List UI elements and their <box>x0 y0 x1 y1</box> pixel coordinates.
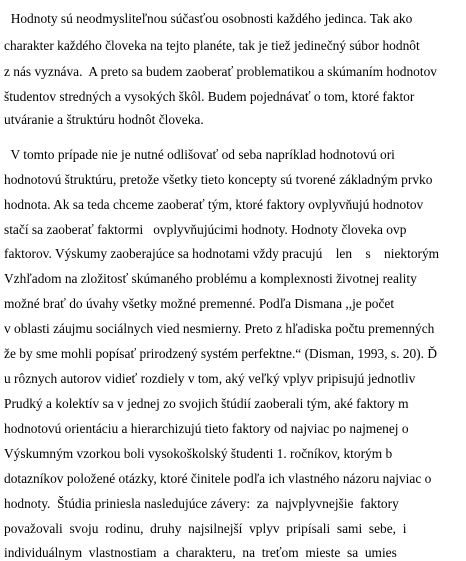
paragraph-2-line-11: Prudký a kolektív sa v jednej zo svojich štúdií zaoberali tým, aké faktory m <box>4 396 409 411</box>
paragraph-2-line-7: možné brať do úvahy všetky možné premenné. Podľa Dismana ,,je počet <box>4 296 395 311</box>
paragraph-2-line-1: V tomto prípade nie je nutné odlišovať od seba napríklad hodnotovú ori <box>4 147 395 162</box>
paragraph-1-line-2: charakter každého človeka na tejto planéte, tak je tiež jedinečný súbor hodnôt <box>4 38 420 53</box>
paragraph-2-line-4: stačí sa zaoberať faktormi ovplyvňujúcimi hodnoty. Hodnoty človeka ovp <box>4 222 407 237</box>
paragraph-1-line-5: utváranie a štruktúru hodnôt človeka. <box>4 112 204 127</box>
paragraph-2-line-8: v oblasti záujmu sociálnych vied nesmierny. Preto z hľadiska počtu premenných <box>4 321 435 336</box>
paragraph-1-line-4: študentov stredných a vysokých škôl. Budem pojednávať o tom, ktoré faktor <box>4 89 415 104</box>
paragraph-2-line-6: Vzhľadom na zložitosť skúmaného problému a komplexnosti životnej reality <box>4 271 417 286</box>
paragraph-2-line-17: individuálnym vlastnostiam a charakteru, na treťom mieste sa umies <box>4 545 397 560</box>
paragraph-2-line-5: faktorov. Výskumy zaoberajúce sa hodnotami vždy pracujú len s niektorým <box>4 246 440 261</box>
paragraph-2-line-14: dotazníkov položené otázky, ktoré činitele podľa ich vlastného názoru najviac o <box>4 471 432 486</box>
paragraph-2-line-13: Výskumným vzorkou boli vysokoškolský študenti 1. ročníkov, ktorým b <box>4 446 393 461</box>
paragraph-2-line-9: že by sme mohli popísať prirodzený systém perfektne.“ (Disman, 1993, s. 20). Ď <box>4 346 438 361</box>
paragraph-2-line-16: považovali svoju rodinu, druhy najsilnejší vplyv pripísali sami sebe, i <box>4 521 407 536</box>
paragraph-2-line-15: hodnoty. Štúdia priniesla nasledujúce závery: za najvplyvnejšie faktory <box>4 496 399 511</box>
paragraph-2-line-12: hodnotovú orientáciu a hierarchizujú tieto faktory od najviac po najmenej o <box>4 421 409 436</box>
paragraph-2-line-2: hodnotovú štruktúru, pretože všetky tieto koncepty sú tvorené základným prvko <box>4 172 433 187</box>
paragraph-2-line-10: u rôznych autorov vidieť rozdiely v tom, aký veľký vplyv pripisujú jednotliv <box>4 371 416 386</box>
paragraph-1-line-1: Hodnoty sú neodmysliteľnou súčasťou osobnosti každého jedinca. Tak ako <box>4 11 413 26</box>
paragraph-2-line-3: hodnota. Ak sa teda chceme zaoberať tým, ktoré faktory ovplyvňujú hodnotov <box>4 197 424 212</box>
paragraph-1-line-3: z nás vyznáva. A preto sa budem zaoberať problematikou a skúmaním hodnotov <box>4 64 437 79</box>
